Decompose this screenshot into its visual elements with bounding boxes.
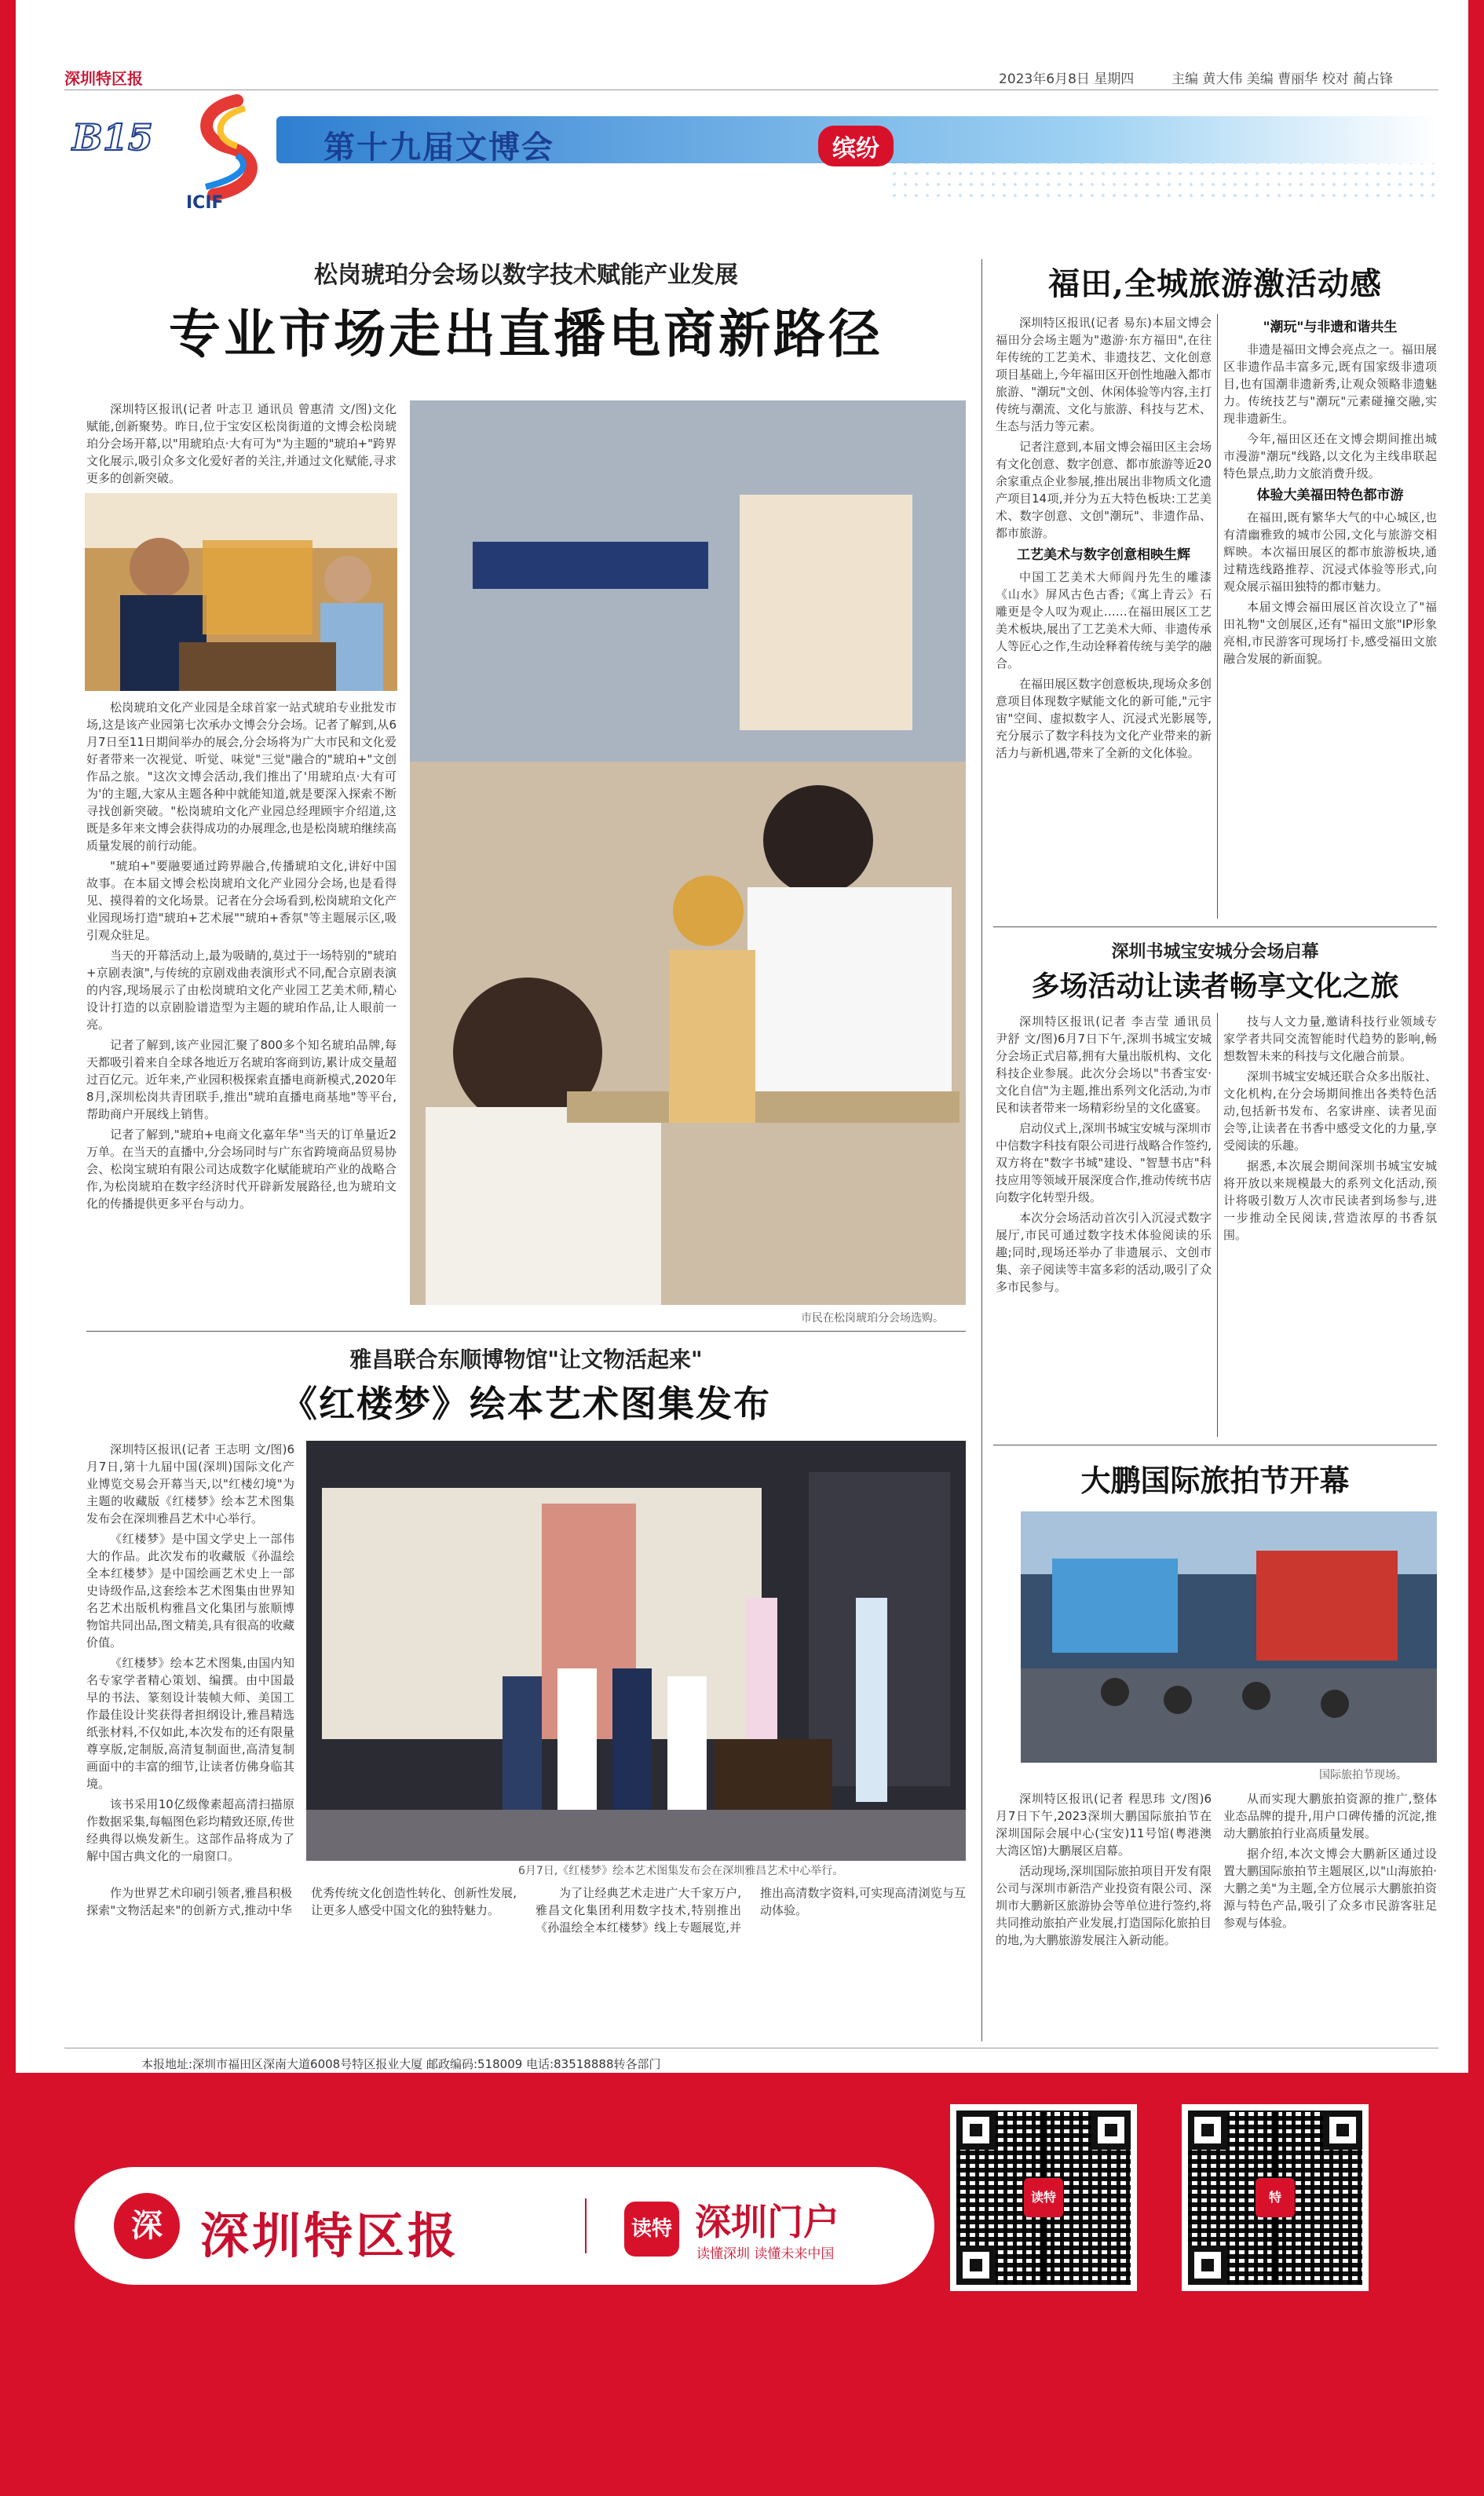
app-slogan: 读懂深圳 读懂未来中国 — [696, 2246, 835, 2262]
qr-finder-icon — [956, 2110, 996, 2150]
article3-subheading: 体验大美福田特色都市游 — [1256, 488, 1404, 503]
article3-paragraph: 在福田展区数字创意板块,现场众多创意项目体现数字赋能文化的新可能,"元宇宙"空间、虚拟数字人、沉浸式光影展等,充分展示了数字科技为文化产业带来的新活力与新机遇,带来了全新的文化体验。 — [996, 677, 1212, 760]
banner-separator — [585, 2198, 587, 2253]
section-title: 第十九届文博会 — [323, 129, 554, 166]
article3-paragraph: 在福田,既有繁华大气的中心城区,也有清幽雅致的城市公园,文化与旅游交相辉映。本次福田展区的都市旅游板块,通过精选线路推荐、沉浸式体验等形式,向观众展示福田独特的都市魅力。 — [1223, 510, 1437, 594]
article4-title: 多场活动让读者畅享文化之旅 — [1031, 970, 1399, 1003]
footer-address: 本报地址:深圳市福田区深南大道6008号特区报业大厦 邮政编码:518009 电话:83518888转各部门 — [141, 2057, 661, 2071]
article4-paragraph: 据悉,本次展会期间深圳书城宝安城将开放以来规模最大的系列文化活动,预计将吸引数万人次市民读者到场参与,进一步推动全民阅读,营造浓厚的书香氛围。 — [1223, 1159, 1437, 1242]
article2-paragraph: 为了让经典艺术走进广大千家万户,雅昌文化集团利用数字技术,特别推出《孙温绘全本红楼梦》线上专题展览,并推出高清数字资料,可实现高清浏览与互动体验。 — [535, 1886, 966, 1935]
qr-finder-icon — [1188, 2246, 1227, 2285]
article5-column-right — [1223, 1790, 1437, 2041]
qr-finder-icon — [1188, 2110, 1227, 2150]
article1-kicker: 松岗琥珀分会场以数字技术赋能产业发展 — [314, 261, 738, 289]
article3-column-right — [1223, 314, 1437, 919]
article-divider — [993, 926, 1437, 927]
article5-photo-caption: 国际旅拍节现场。 — [1319, 1769, 1407, 1782]
qr-finder-icon — [1323, 2110, 1362, 2150]
section-tag: 缤纷 — [818, 126, 894, 166]
article2-photo-caption: 6月7日,《红楼梦》绘本艺术图集发布会在深圳雅昌艺术中心举行。 — [518, 1865, 844, 1877]
article4-paragraph: 深圳特区报讯(记者 李吉莹 通讯员 尹舒 文/图)6月7日下午,深圳书城宝安城分会场正式启幕,拥有大量出版机构、文化科技企业参展。此次分会场以"书香宝安·文化自信"为主题,推出系列文化活动,为市民和读者带来一场精彩纷呈的文化盛宴。 — [996, 1014, 1212, 1115]
article3-paragraph: 今年,福田区还在文博会期间推出城市漫游"潮玩"线路,以文化为主线串联起特色景点,助力文旅消费升级。 — [1223, 432, 1437, 481]
qr-code-app[interactable] — [950, 2104, 1137, 2291]
article1-paragraph: 松岗琥珀文化产业园是全球首家一站式琥珀专业批发市场,这是该产业园第七次承办文博会分会场。记者了解到,从6月7日至11日期间举办的展会,分会场将为广大市民和文化爱好者带来一次视觉、听觉、味觉"三觉"融合的"琥珀+"文创作品之旅。"这次文博会活动,我们推出了'用琥珀点·大有可为'的主题,大家从主题各种中就能知道,就是要深入探索不断寻找创新突破。"松岗琥珀文化产业园总经理顾宇介绍道,这既是多年来文博会获得成功的办展理念,也是松岗琥珀继续高质量发展的前行动能。 — [86, 700, 397, 853]
qr-finder-icon — [956, 2246, 996, 2285]
article1-paragraph: 当天的开幕活动上,最为吸睛的,莫过于一场特别的"琥珀+京剧表演",与传统的京剧戏曲表演形式不同,配合京剧表演的内容,现场展示了由松岗琥珀文化产业园工艺美术师,精心设计打造的以京剧脸谱造型为主题的琥珀作品,让人眼前一亮。 — [86, 948, 397, 1032]
article1-title: 专业市场走出直播电商新路径 — [169, 303, 883, 364]
article1-lead — [86, 400, 397, 487]
article1-paragraph: "琥珀+"要融要通过跨界融合,传播琥珀文化,讲好中国故事。在本届文博会松岗琥珀文化产业园分会场,也是看得见、摸得着的文化场景。记者在分会场看到,松岗琥珀文化产业园现场打造"琥珀+艺术展""琥珀+香氛"等主题展示区,吸引观众驻足。 — [86, 859, 397, 942]
article1-photo-vendor — [85, 493, 397, 691]
banner-paper-name: 深圳特区报 — [200, 2207, 460, 2264]
article2-title: 《红楼梦》绘本艺术图集发布 — [281, 1383, 771, 1425]
article4-column-right — [1223, 1013, 1437, 1437]
article2-paragraph: 《红楼梦》绘本艺术图集,由国内知名专家学者精心策划、编撰。由中国最早的书法、篆刻设计装帧大师、美国工作最佳设计奖获得者担纲设计,雅昌精选纸张材料,不仅如此,本次发布的还有限量尊享版,定制版,高清复制面世,高清复制画面中的丰富的细节,让读者仿佛身临其境。 — [86, 1656, 294, 1791]
article3-paragraph: 深圳特区报讯(记者 易东)本届文博会福田分会场主题为"遨游·东方福田",在往年传统的工艺美术、非遗技艺、文化创意项目基础上,今年福田区开创性地融入都市旅游、"潮玩"文创、休闲体验等内容,主打传统与潮流、文化与旅游、科技与艺术、生态与活力等元素。 — [996, 316, 1212, 433]
article3-subheading: "潮玩"与非遗和谐共生 — [1263, 320, 1398, 335]
article2-paragraph: 作为世界艺术印刷引领者,雅昌积极探索"文物活起来"的创新方式,推动中华优秀传统文化创造性转化、创新性发展,让更多人感受中国文化的独特魅力。 — [86, 1886, 517, 1917]
section-header — [64, 93, 1438, 213]
article1-paragraph: 记者了解到,该产业园汇聚了800多个知名琥珀品牌,每天都吸引着来自全球各地近万名琥珀客商到访,累计成交量超过百亿元。近年来,产业园积极探索直播电商新模式,2020年8月,深圳松岗共青团联手,推出"琥珀直播电商基地"等平台,帮助商户开展线上销售。 — [86, 1038, 397, 1121]
qr-finder-icon — [1091, 2110, 1131, 2150]
qr-code-icon — [1188, 2110, 1362, 2285]
column-divider — [981, 259, 982, 2041]
article5-paragraph: 从而实现大鹏旅拍资源的推广,整体业态品牌的提升,用户口碑传播的沉淀,推动大鹏旅拍行业高质量发展。 — [1223, 1792, 1437, 1840]
article3-subheading: 工艺美术与数字创意相映生辉 — [1017, 547, 1190, 563]
launch-event-image — [306, 1441, 966, 1861]
masthead — [64, 64, 1438, 88]
brand-banner — [75, 2167, 934, 2285]
article1-photo-caption: 市民在松岗琥珀分会场选购。 — [801, 1312, 944, 1325]
article2-kicker: 雅昌联合东顺博物馆"让文物活起来" — [349, 1347, 703, 1372]
article-divider — [86, 1331, 966, 1332]
paper-emblem-icon: 深 — [114, 2193, 180, 2259]
article4-column-left — [996, 1013, 1212, 1437]
article2-paragraph: 深圳特区报讯(记者 王志明 文/图)6月7日,第十九届中国(深圳)国际文化产业博览交易会开幕当天,以"红楼幻境"为主题的收藏版《红楼梦》绘本艺术图集发布会在深圳雅昌艺术中心举行。 — [86, 1442, 294, 1526]
qr-badge: 特 — [1256, 2178, 1295, 2217]
shoppers-scene-image — [410, 400, 966, 1305]
article4-paragraph: 本次分会场活动首次引入沉浸式数字展厅,市民可通过数字技术体验阅读的乐趣;同时,现场还举办了非遗展示、文创市集、亲子阅读等丰富多彩的活动,吸引了众多市民参与。 — [996, 1211, 1212, 1294]
paper-name-logo: 深圳特区报 — [64, 69, 143, 88]
article1-paragraph: 深圳特区报讯(记者 叶志卫 通讯员 曾惠清 文/图)文化赋能,创新聚势。昨日,位于宝安区松岗街道的文博会松岗琥珀分会场开幕,以"用琥珀点·大有可为"为主题的"琥珀+"跨界文化展示,吸引众多文化爱好者的关注,并通过文化赋能,寻求更多的创新突破。 — [86, 402, 397, 485]
page-number: B15 — [72, 116, 153, 159]
article1-photo-shoppers — [410, 400, 966, 1305]
qr-badge: 读特 — [1024, 2178, 1063, 2217]
article2-photo-launch — [306, 1441, 966, 1861]
article4-paragraph: 启动仪式上,深圳书城宝安城与深圳市中信数字科技有限公司进行战略合作签约,双方将在"数字书城"建设、"智慧书店"科技应用等领域开展深度合作,推动传统书店向数字化转型升级。 — [996, 1121, 1212, 1204]
festival-scene-image — [1021, 1511, 1437, 1763]
article3-paragraph: 中国工艺美术大师阎丹先生的雕漆《山水》屏风古色古香;《寓上青云》石雕更是令人叹为观止……在福田展区工艺美术板块,展出了工艺美术大师、非遗传承人等匠心之作,生动诠释着传统与美学的融合。 — [996, 570, 1212, 671]
issue-date: 2023年6月8日 星期四 — [999, 71, 1135, 87]
qr-code-paper[interactable] — [1182, 2104, 1369, 2291]
article3-paragraph: 本届文博会福田展区首次设立了"福田礼物"文创展区,还有"福田文旅"IP形象亮相,市民游客可现场打卡,感受福田文旅融合发展的新面貌。 — [1223, 600, 1437, 666]
article4-kicker: 深圳书城宝安城分会场启幕 — [1111, 941, 1319, 962]
qr-code-icon — [956, 2110, 1131, 2285]
article5-paragraph: 据介绍,本次文博会大鹏新区通过设置大鹏国际旅拍节主题展区,以"山海旅拍·大鹏之美"为主题,全方位展示大鹏旅拍资源与特色产品,吸引了众多市民游客驻足参观与体验。 — [1223, 1847, 1437, 1930]
article5-paragraph: 深圳特区报讯(记者 程思玮 文/图)6月7日下午,2023深圳大鹏国际旅拍节在深圳国际会展中心(宝安)11号馆(粤港澳大湾区馆)大鹏展区启幕。 — [996, 1792, 1212, 1858]
column-divider — [1217, 314, 1218, 919]
article3-paragraph: 非遗是福田文博会亮点之一。福田展区非遗作品丰富多元,既有国家级非遗项目,也有国潮非遗新秀,让观众领略非遗魅力。传统技艺与"潮玩"元素碰撞交融,实现非遗新生。 — [1223, 342, 1437, 426]
icif-label: ICIF — [186, 193, 224, 213]
article5-photo-festival — [1021, 1511, 1437, 1763]
vendor-scene-image — [85, 493, 397, 691]
article4-paragraph: 技与人文力量,邀请科技行业领域专家学者共同交流智能时代趋势的影响,畅想数智未来的科技与文化融合前景。 — [1223, 1014, 1437, 1063]
column-divider — [1217, 1013, 1218, 1437]
article2-column-bottom — [86, 1884, 966, 2041]
article3-title: 福田,全城旅游激活动感 — [1048, 265, 1382, 302]
article3-paragraph: 记者注意到,本届文博会福田区主会场有文化创意、数字创意、都市旅游等近20余家重点企业参展,推出展出非物质文化遗产项目14项,并分为五大特色板块:工艺美术、数字创意、文创"潮玩"、非遗作品、都市旅游。 — [996, 440, 1212, 540]
article2-paragraph: 《红楼梦》是中国文学史上一部伟大的作品。此次发布的收藏版《孙温绘全本红楼梦》是中国绘画艺术史上一部史诗级作品,这套绘本艺术图集由世界知名艺术出版机构雅昌文化集团与旅顺博物馆共同出品,图文精美,具有很高的收藏价值。 — [86, 1532, 294, 1650]
editorial-staff: 主编 黄大伟 美编 曹丽华 校对 蔺占锋 — [1171, 71, 1394, 87]
article4-paragraph: 深圳书城宝安城还联合众多出版社、文化机构,在分会场期间推出各类特色活动,包括新书发布、名家讲座、读者见面会等,让读者在书香中感受文化的力量,享受阅读的乐趣。 — [1223, 1069, 1437, 1153]
article5-title: 大鹏国际旅拍节开幕 — [1080, 1463, 1350, 1498]
article5-column-left — [996, 1790, 1212, 2041]
article1-paragraph: 记者了解到,"琥珀+电商文化嘉年华"当天的订单量近2万单。在当天的直播中,分会场同时与广东省跨境商品贸易协会、松岗宝琥珀有限公司达成数字化赋能琥珀产业的战略合作,为松岗琥珀在数字经济时代开辟新发展路径,也为琥珀文化的传播提供更多平台与动力。 — [86, 1127, 397, 1211]
article5-paragraph: 活动现场,深圳国际旅拍项目开发有限公司与深圳市新浩产业投资有限公司、深圳市大鹏新区旅游协会等单位进行签约,将共同推动旅拍产业发展,打造国际化旅拍目的地,为大鹏旅游发展注入新动能。 — [996, 1864, 1212, 1947]
article2-column-left — [86, 1441, 294, 1880]
article3-column-left — [996, 314, 1212, 919]
app-name: 深圳门户 — [695, 2201, 839, 2243]
app-badge-icon: 读特 — [624, 2202, 679, 2257]
article2-paragraph: 该书采用10亿级像素超高清扫描原作数据采集,每幅图色彩均精致还原,传世经典得以焕发新生。这部作品将成为了解中国古典文化的一扇窗口。 — [86, 1797, 294, 1863]
